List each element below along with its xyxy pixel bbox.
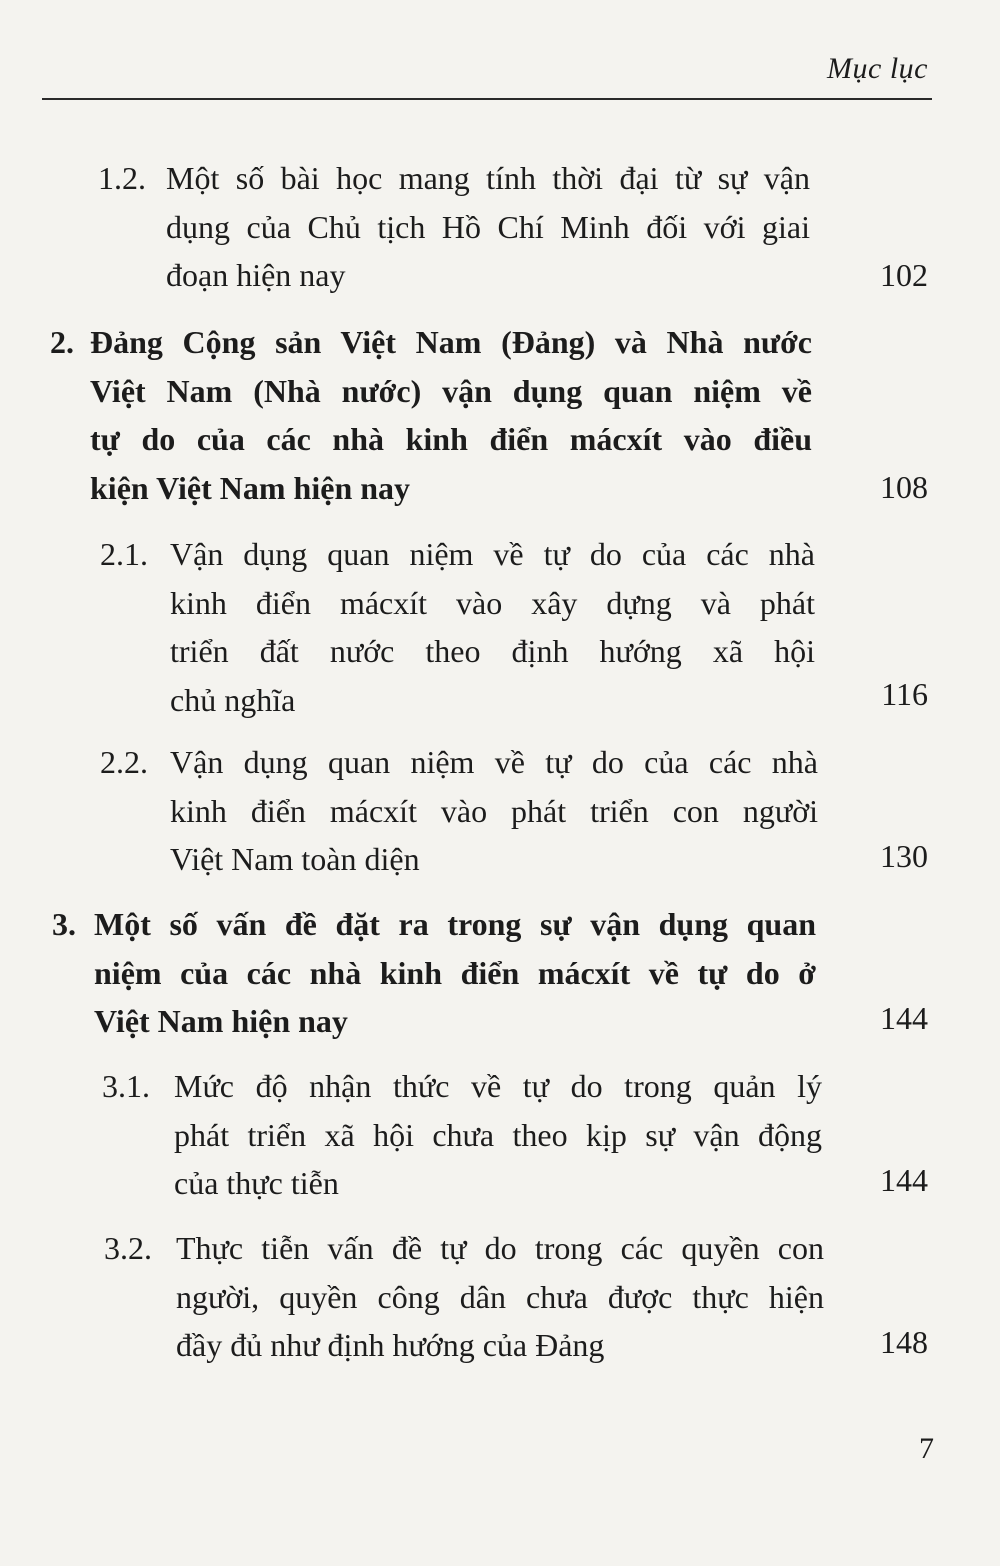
- toc-entry-line: chủ nghĩa: [170, 681, 296, 718]
- toc-entry-line: kiện Việt Nam hiện nay: [90, 469, 411, 506]
- toc-entry-line: Thực tiễn vấn đề tự do trong các quyền con: [176, 1230, 824, 1266]
- toc-entry-line: dụng của Chủ tịch Hồ Chí Minh đối với giai: [166, 208, 810, 245]
- toc-entry-line: niệm của các nhà kinh điển mácxít về tự do ở: [94, 954, 816, 991]
- toc-entry-page: 148: [880, 1324, 928, 1360]
- toc-entry-number: 2.: [50, 324, 74, 360]
- page-number: 7: [919, 1432, 934, 1465]
- toc-entry-line: phát triển xã hội chưa theo kịp sự vận động: [174, 1116, 822, 1153]
- toc-entry-line: kinh điển mácxít vào phát triển con người: [170, 792, 818, 829]
- toc-entry-line: Mức độ nhận thức về tự do trong quản lý: [174, 1068, 822, 1104]
- toc-entry-page: 130: [880, 838, 928, 874]
- toc-entry-title: [174, 1062, 822, 1208]
- toc-entry-line: Việt Nam toàn diện: [170, 841, 420, 877]
- toc-entry-number: 3.: [52, 906, 76, 942]
- header-rule: [42, 98, 932, 100]
- toc-entry-number: 2.2.: [100, 744, 148, 780]
- toc-entry-page: 116: [881, 676, 928, 712]
- toc-entry-title: [166, 154, 810, 300]
- toc-entry-title: [170, 530, 815, 724]
- toc-entry-line: Vận dụng quan niệm về tự do của các nhà: [170, 536, 815, 572]
- toc-entry-line: Một số vấn đề đặt ra trong sự vận dụng quan: [94, 906, 816, 942]
- toc-entry-line: người, quyền công dân chưa được thực hiện: [176, 1278, 824, 1315]
- toc-entry-line: kinh điển mácxít vào xây dựng và phát: [170, 584, 815, 621]
- toc-entry-line: triển đất nước theo định hướng xã hội: [170, 633, 815, 669]
- toc-entry-line: Đảng Cộng sản Việt Nam (Đảng) và Nhà nước: [90, 324, 812, 360]
- toc-entry-line: Một số bài học mang tính thời đại từ sự vận: [166, 160, 810, 196]
- toc-entry-line: tự do của các nhà kinh điển mácxít vào điều: [90, 421, 812, 457]
- toc-entry-line: của thực tiễn: [174, 1165, 339, 1201]
- toc-entry-number: 1.2.: [98, 160, 146, 196]
- toc-entry-page: 144: [880, 1162, 928, 1198]
- toc-entry-title: [176, 1224, 824, 1370]
- toc-entry-line: đoạn hiện nay: [166, 257, 346, 293]
- toc-entry-line: Vận dụng quan niệm về tự do của các nhà: [170, 744, 818, 780]
- toc-entry-page: 144: [880, 1000, 928, 1036]
- toc-entry-title: [170, 738, 818, 884]
- toc-entry-number: 3.1.: [102, 1068, 150, 1104]
- toc-entry-page: 102: [880, 257, 928, 293]
- running-head-title: Mục lục: [827, 52, 928, 85]
- toc-entry-line: Việt Nam (Nhà nước) vận dụng quan niệm về: [90, 372, 812, 409]
- toc-entry-title: [90, 318, 812, 512]
- toc-entry-line: Việt Nam hiện nay: [94, 1003, 348, 1039]
- toc-entry-title: [94, 900, 816, 1046]
- toc-entry-page: 108: [880, 469, 928, 505]
- toc-entry-number: 2.1.: [100, 536, 148, 572]
- toc-entry-number: 3.2.: [104, 1230, 152, 1266]
- toc-entry-line: đầy đủ như định hướng của Đảng: [176, 1327, 605, 1363]
